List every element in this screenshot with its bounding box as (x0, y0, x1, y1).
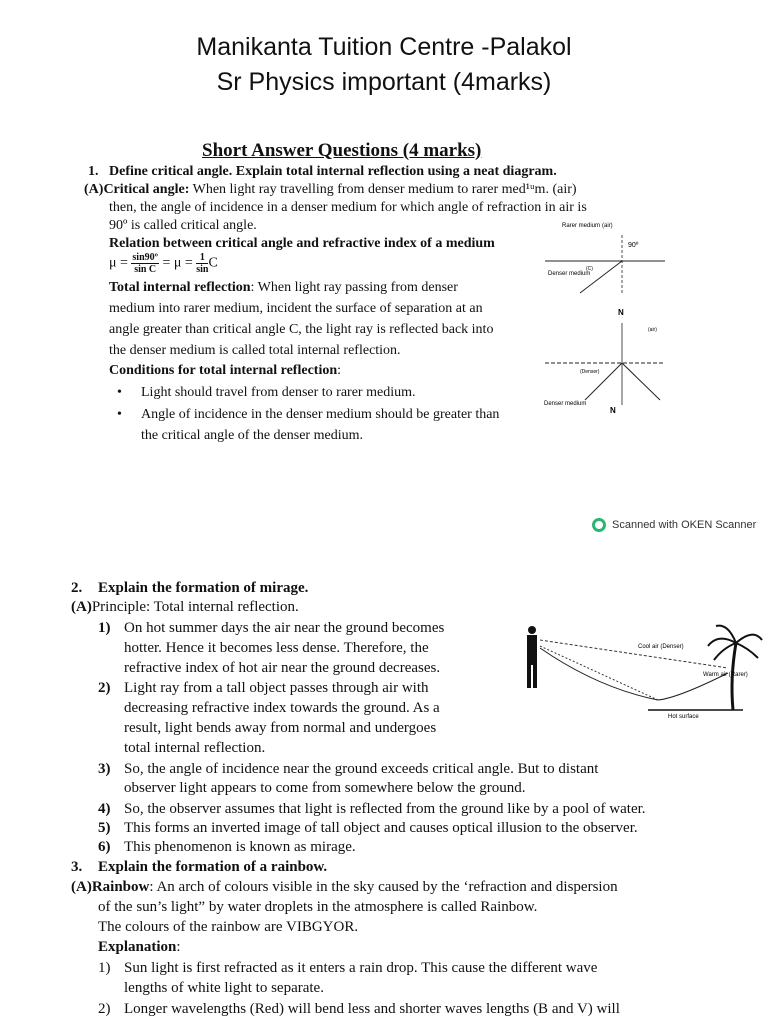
direct-ray (540, 640, 728, 668)
q1-answer-label: (A) (84, 182, 104, 197)
q1-number: 1. (88, 164, 99, 179)
q2-point-6-num: 6) (98, 839, 111, 855)
tir-diagram (540, 215, 670, 420)
q2-number: 2. (71, 580, 83, 596)
tir-label: Total internal reflection (109, 280, 251, 295)
warm-air-label: Warm air (Rarer) (703, 672, 748, 678)
q2-point-4-num: 4) (98, 801, 111, 817)
q2-point-5-num: 5) (98, 820, 111, 836)
q3-point-1-num: 1) (98, 960, 111, 976)
condition-bullet-2-cont: the critical angle of the denser medium. (141, 428, 363, 443)
q2-point-3-num: 3) (98, 761, 111, 777)
air-label-2: (air) (648, 327, 657, 333)
n-top-label: N (618, 308, 624, 317)
q2-question: Explain the formation of mirage. (98, 580, 309, 596)
denser-label-2: (Denser) (580, 369, 600, 375)
q2-point-3-line-1: So, the angle of incidence near the ground exceeds critical angle. But to distant (124, 761, 599, 777)
q2-point-4-line-1: So, the observer assumes that light is reflected from the ground like by a pool of water. (124, 801, 646, 817)
q2-point-3-line-2: observer light appears to come from somewhere below the ground. (124, 780, 526, 796)
section-title: Short Answer Questions (4 marks) (202, 140, 482, 161)
critical-angle-label: Critical angle: (103, 182, 190, 197)
q2-point-2-line-3: result, light bends away from normal and undergoes (124, 720, 437, 736)
q2-point-2-line-2: decreasing refractive index towards the ground. As a (124, 700, 440, 716)
apparent-ray (540, 646, 658, 700)
critical-angle-line-1: When light ray travelling from denser medium to rarer med¹ᵘm. (air) (192, 182, 577, 197)
formula-fraction-1: $\frac{\text{sin90º}}{\text{sin C}}$ (132, 252, 158, 275)
header-line-2: Sr Physics important (4marks) (216, 68, 552, 96)
q3-answer-label: (A) (71, 879, 92, 895)
header-line-1: Manikanta Tuition Centre -Palakol (196, 33, 572, 61)
formula-fraction-2: $\frac{1}{\sin}$ (196, 252, 209, 275)
denser-medium-label-1: Denser medium (548, 271, 591, 277)
cool-air-label: Cool air (Denser) (638, 644, 684, 650)
q2-point-2-line-1: Light ray from a tall object passes through air with (124, 680, 429, 696)
q2-point-1-line-2: hotter. Hence it becomes less dense. Therefore, the (124, 640, 429, 656)
explanation-label: Explanation (98, 939, 177, 955)
q2-point-1-line-3: refractive index of hot air near the ground decreases. (124, 660, 441, 676)
relation-title: Relation between critical angle and refractive index of a medium (109, 236, 495, 251)
q2-point-6-line-1: This phenomenon is known as mirage. (124, 839, 356, 855)
scanner-logo-icon (592, 518, 606, 532)
q2-principle: Principle: Total internal reflection. (91, 599, 299, 615)
denser-medium-label-2: Denser medium (544, 401, 587, 407)
formula (109, 252, 218, 275)
q3-question: Explain the formation of a rainbow. (98, 859, 328, 875)
q2-answer-label: (A) (71, 599, 92, 615)
tir-line-2: medium into rarer medium, incident the surface of separation at an (109, 301, 483, 316)
tir-line-4: the denser medium is called total internal reflection. (109, 343, 401, 358)
n-bottom-label: N (610, 406, 616, 415)
critical-angle-line-3: 90º is called critical angle. (109, 218, 257, 233)
scanner-watermark: Scanned with OKEN Scanner (592, 518, 756, 532)
palm-tree-icon (708, 626, 762, 710)
critical-angle-line-2: then, the angle of incidence in a denser medium for which angle of refraction in air is (109, 200, 587, 215)
formula-tail: C (208, 255, 218, 271)
condition-bullet-1: • Light should travel from denser to rarer medium. (141, 385, 415, 401)
formula-mu: μ = (109, 255, 128, 271)
tir-line-3: angle greater than critical angle C, the light ray is reflected back into (109, 322, 494, 337)
formula-mid: = μ = (162, 255, 193, 271)
mirage-diagram (518, 618, 763, 733)
air-label-1: (air) (602, 223, 613, 229)
q2-point-1-line-1: On hot summer days the air near the ground becomes (124, 620, 445, 636)
tir-line-1: : When light ray passing from denser (250, 280, 458, 295)
rainbow-line-1: : An arch of colours visible in the sky caused by the ‘refraction and dispersion (149, 879, 618, 895)
hot-surface-label: Hot surface (668, 714, 699, 720)
observer-figure (527, 626, 537, 688)
q3-point-2-num: 2) (98, 1001, 111, 1017)
q3-point-1-line-2: lengths of white light to separate. (124, 980, 324, 996)
q3-number: 3. (71, 859, 83, 875)
q2-point-5-line-1: This forms an inverted image of tall object and causes optical illusion to the observer. (124, 820, 638, 836)
c-label: (C) (586, 266, 593, 272)
angle-90-label: 90º (628, 242, 639, 249)
rainbow-label: Rainbow (91, 879, 150, 895)
conditions-colon: : (337, 363, 342, 378)
q2-point-1-num: 1) (98, 620, 111, 636)
q2-point-2-line-4: total internal reflection. (124, 740, 266, 756)
bent-ray (540, 648, 728, 700)
explanation-colon: : (176, 939, 181, 955)
q1-question: Define critical angle. Explain total internal reflection using a neat diagram. (109, 164, 557, 179)
q3-point-2-line-1: Longer wavelengths (Red) will bend less and shorter waves lengths (B and V) will (124, 1001, 620, 1017)
q2-point-2-num: 2) (98, 680, 111, 696)
conditions-title: Conditions for total internal reflection (109, 363, 338, 378)
rainbow-line-2: of the sun’s light” by water droplets in the atmosphere is called Rainbow. (98, 899, 538, 915)
q3-point-1-line-1: Sun light is first refracted as it enters a rain drop. This cause the different wave (124, 960, 598, 976)
reflected-ray-2 (622, 363, 660, 400)
condition-bullet-2: • Angle of incidence in the denser medium should be greater than (141, 407, 499, 423)
rainbow-colours: The colours of the rainbow are VIBGYOR. (98, 919, 359, 935)
rarer-medium-label: Rarer medium (562, 223, 601, 229)
